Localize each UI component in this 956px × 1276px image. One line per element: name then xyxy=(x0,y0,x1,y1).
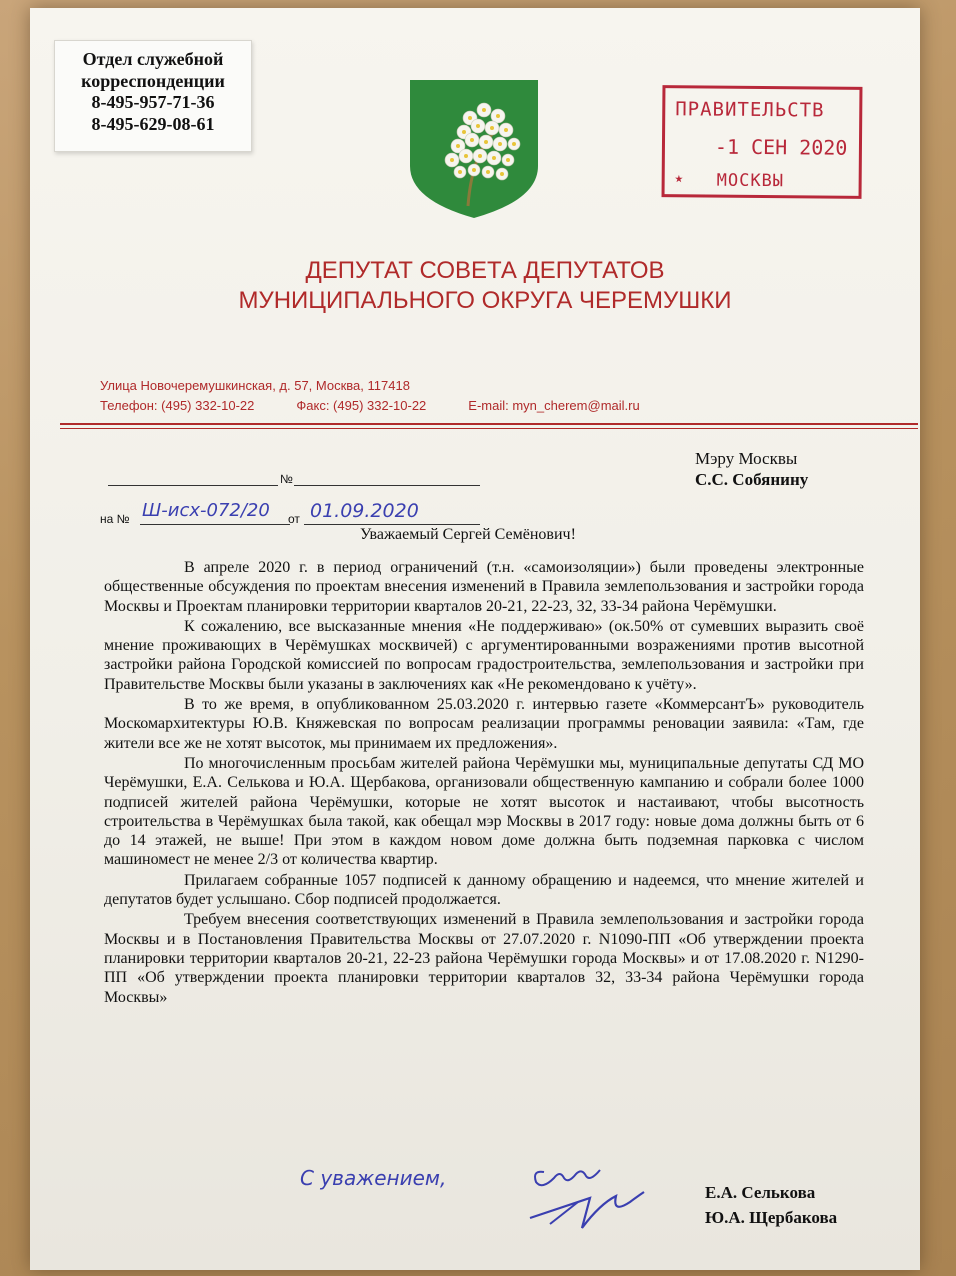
letterhead-line-1: ДЕПУТАТ СОВЕТА ДЕПУТАТОВ xyxy=(305,257,665,284)
stamp-title: ПРАВИТЕЛЬСТВ xyxy=(675,98,825,122)
sticker-line: 8-495-957-71-36 xyxy=(91,92,215,112)
letterhead-title xyxy=(150,256,820,316)
coat-of-arms-icon xyxy=(408,78,540,220)
incoming-number-label: на № xyxy=(100,512,130,526)
signers xyxy=(705,1180,837,1230)
star-icon: ★ xyxy=(674,170,684,187)
sticker-line: Отдел служебной xyxy=(82,49,224,69)
outgoing-date-line xyxy=(108,485,278,486)
handwritten-signatures-icon xyxy=(520,1158,660,1238)
handwritten-date: 01.09.2020 xyxy=(310,500,419,522)
fax: Факс: (495) 332-10-22 xyxy=(296,398,427,413)
stamp-date: -1 СЕН 2020 xyxy=(714,134,848,160)
sticker-line: 8-495-629-08-61 xyxy=(91,113,215,134)
greeting: Уважаемый Сергей Семёнович! xyxy=(360,526,576,543)
registration-stamp xyxy=(662,85,863,199)
sticker-line: корреспонденции xyxy=(81,70,225,91)
addressee-name: С.С. Собянину xyxy=(695,470,809,489)
incoming-date-line xyxy=(304,524,480,525)
paragraph: К сожалению, все высказанные мнения «Не поддерживаю» (ок.50% от сумевших выразить своё мнение проживающих в Черёмушках москвичей) с аргументированными возражениями против высотной застройки района Городской комиссией по вопросам градостроительства, землепользования и застройки при Правительстве Москвы были указаны в заключениях как «Не рекомендовано к учёту». xyxy=(104,617,864,693)
contact-row xyxy=(100,396,682,416)
paragraph: В апреле 2020 г. в период ограничений (т.н. «самоизоляции») были проведены электронные общественные обсуждения по проектам внесения изменений в Правила землепользования и застройки города Москвы и Проектам планировки территории кварталов 20-21, 22-23, 32, 33-34 района Черёмушки. xyxy=(104,559,864,615)
outgoing-number-line xyxy=(294,485,480,486)
address: Улица Новочеремушкинская, д. 57, Москва, 117418 xyxy=(100,378,410,393)
letterhead-line-2: МУНИЦИПАЛЬНОГО ОКРУГА ЧЕРЕМУШКИ xyxy=(238,287,732,314)
correspondence-sticker xyxy=(54,40,252,152)
handwritten-closing: С уважением, xyxy=(300,1166,447,1190)
signer-name: Е.А. Селькова xyxy=(705,1183,816,1202)
incoming-number-line xyxy=(140,524,290,525)
email: E-mail: myn_cherem@mail.ru xyxy=(468,398,640,413)
paragraph: Требуем внесения соответствующих изменений в Правила землепользования и застройки города Москвы и в Постановления Правительства Москвы от 27.07.2020 г. N1090-ПП «Об утверждении проекта планировки территории кварталов 20-21, 22-23 района Черёмушки города Москвы» и от 17.08.2020 г. N1290-ПП «Об утверждении проекта планировки территории кварталов 32, 33-34 района Черёмушки города Москвы» xyxy=(104,911,864,1006)
header-divider xyxy=(60,423,918,425)
addressee-title: Мэру Москвы xyxy=(695,449,798,468)
addressee xyxy=(695,448,808,490)
paragraph: По многочисленным просьбам жителей района Черёмушки мы, муниципальные депутаты СД МО Черёмушки, Е.А. Селькова и Ю.А. Щербакова, организовали общественную кампанию и собрали более 1000 подписей жителей района Черёмушки, которые не хотят высоток и настаивают, чтобы высотность строительства в Черёмушках была такой, как обещал мэр Москвы в 2017 году: новые дома должны быть от 6 до 14 этажей, не выше! При этом в каждом новом доме должна быть подземная парковка с числом машиномест не менее 2/3 от количества квартир. xyxy=(104,754,864,869)
header-divider-thin xyxy=(60,428,918,429)
handwritten-number: Ш-исх-072/20 xyxy=(142,500,270,521)
letterhead-contacts xyxy=(100,376,682,416)
paragraph: Прилагаем собранные 1057 подписей к данному обращению и надеемся, что мнение жителей и депутатов будет услышано. Сбор подписей продолжается. xyxy=(104,871,864,909)
signer-name: Ю.А. Щербакова xyxy=(705,1208,838,1227)
stamp-city: МОСКВЫ xyxy=(716,170,785,192)
incoming-date-label: от xyxy=(288,512,300,526)
outgoing-number-label: № xyxy=(280,472,293,486)
phone: Телефон: (495) 332-10-22 xyxy=(100,398,255,413)
letter-body xyxy=(104,558,864,1008)
paragraph: В то же время, в опубликованном 25.03.2020 г. интервью газете «КоммерсантЪ» руководитель Москомархитектуры Ю.В. Княжевская по вопросам реализации программы реновации заявила: «Там, где жители все же не хотят высоток, мы принимаем их предложения». xyxy=(104,696,864,752)
